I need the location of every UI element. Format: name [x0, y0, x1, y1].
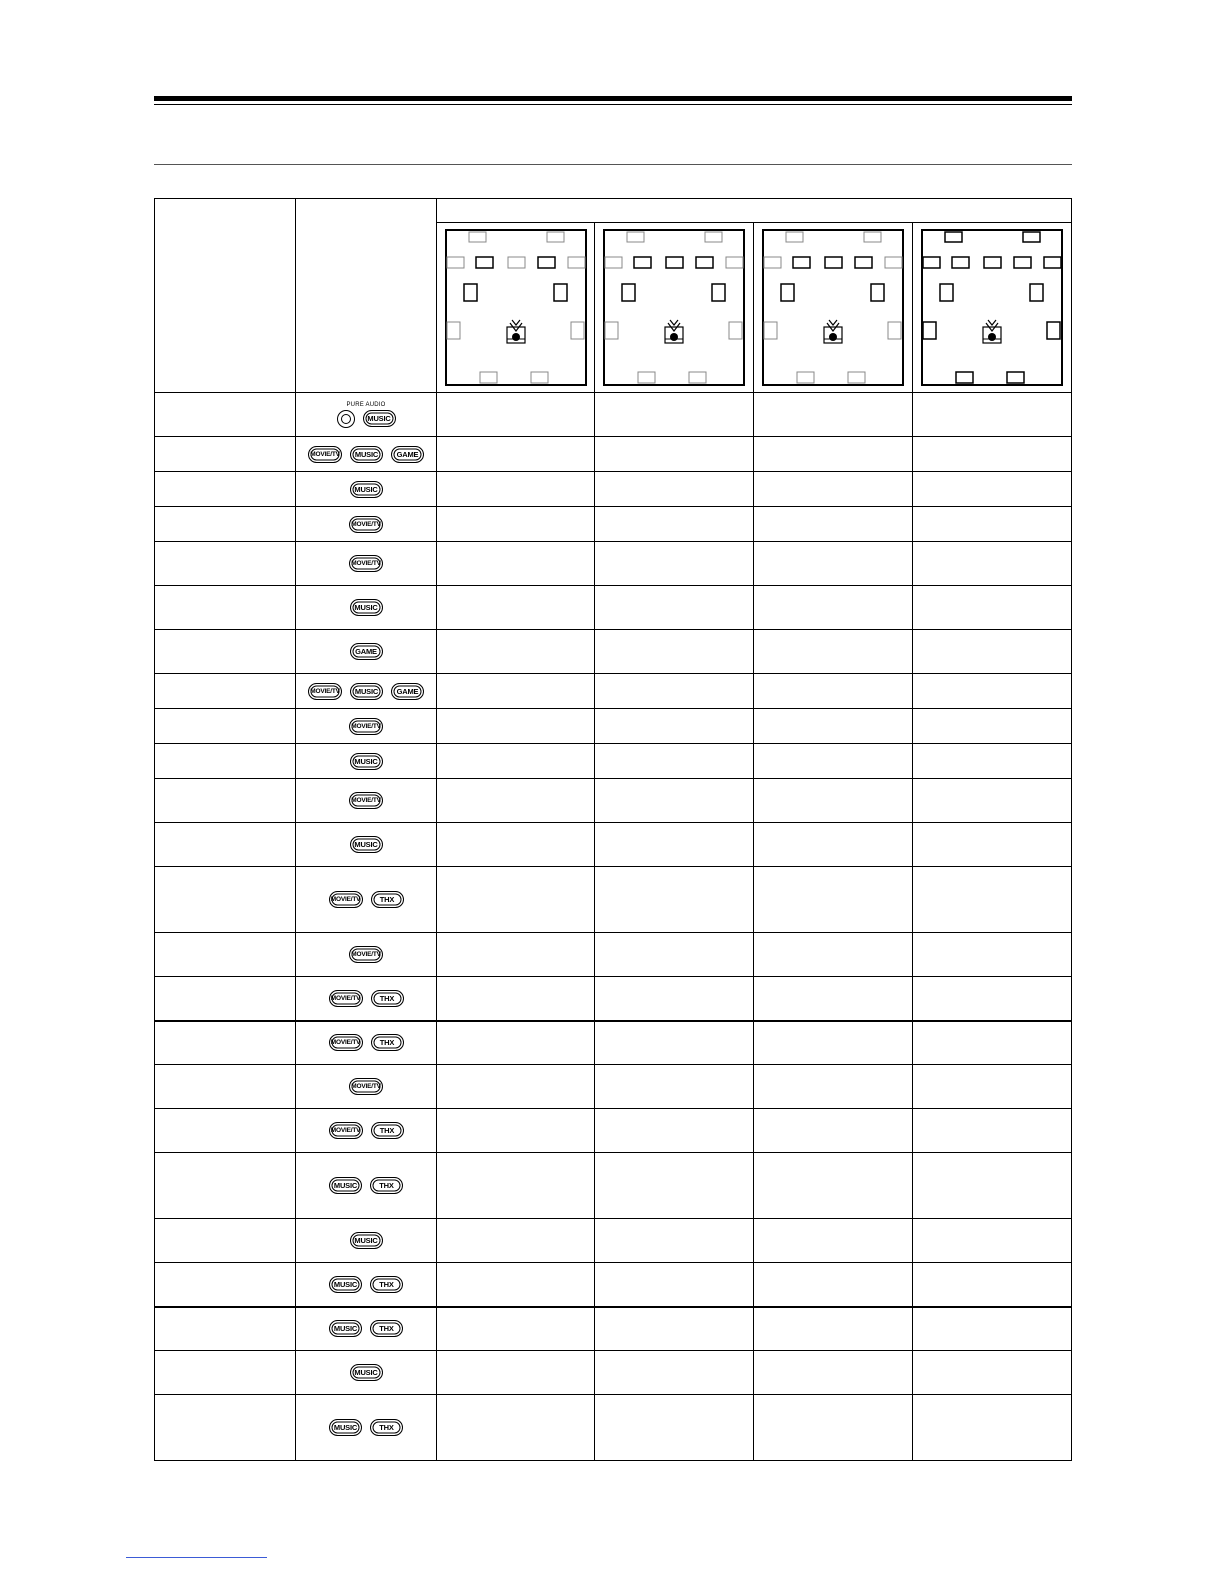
thx-button-icon: THX	[370, 1276, 403, 1293]
layout-availability-cell	[595, 1395, 754, 1461]
layout-availability-cell	[754, 1109, 913, 1153]
layout-availability-cell	[913, 779, 1072, 823]
front-high-speaker-icon	[864, 232, 881, 242]
music-button-icon: MUSIC	[350, 683, 383, 700]
front-high-speaker-icon	[705, 232, 722, 242]
table-row	[155, 744, 1072, 779]
layout-availability-cell	[754, 630, 913, 674]
mode-button-cell	[296, 1263, 437, 1307]
header-rule-thin	[154, 104, 1072, 105]
thx-button-icon: THX	[370, 1177, 403, 1194]
layout-availability-cell	[754, 1351, 913, 1395]
mode-name-cell	[155, 867, 296, 933]
thx-button-icon: THX	[371, 990, 404, 1007]
layout-availability-cell	[913, 1219, 1072, 1263]
layout-availability-cell	[754, 393, 913, 437]
thx-button-icon: THX	[371, 891, 404, 908]
mode-name-cell	[155, 1351, 296, 1395]
front-speaker-icon	[952, 257, 969, 268]
layout-availability-cell	[595, 977, 754, 1021]
front-speaker-icon	[793, 257, 810, 268]
layout-availability-cell	[437, 1395, 595, 1461]
room-diagram	[603, 229, 745, 386]
mode-name-cell	[155, 437, 296, 472]
layout-availability-cell	[595, 1109, 754, 1153]
layout-availability-cell	[754, 1219, 913, 1263]
layout-availability-cell	[437, 1109, 595, 1153]
movie-tv-button-icon: MOVIE/TV	[329, 891, 363, 908]
table-row	[155, 1219, 1072, 1263]
mode-button-cell	[296, 933, 437, 977]
game-button-icon: GAME	[350, 643, 383, 660]
layout-availability-cell	[913, 1351, 1072, 1395]
front-speaker-icon	[568, 257, 585, 268]
layout-availability-cell	[437, 437, 595, 472]
layout-availability-cell	[595, 437, 754, 472]
front-speaker-icon	[538, 257, 555, 268]
room-outline	[446, 230, 586, 385]
layout-availability-cell	[913, 1395, 1072, 1461]
mode-name-cell	[155, 1153, 296, 1219]
mode-name-cell	[155, 977, 296, 1021]
mode-button-cell	[296, 1065, 437, 1109]
mode-button-cell	[296, 586, 437, 630]
mode-button-cell	[296, 1153, 437, 1219]
mode-name-cell	[155, 1219, 296, 1263]
layout-availability-cell	[437, 779, 595, 823]
layout-availability-cell	[913, 1109, 1072, 1153]
music-button-icon: MUSIC	[350, 753, 383, 770]
layout-availability-cell	[437, 1307, 595, 1351]
table-row	[155, 586, 1072, 630]
layout-availability-cell	[913, 437, 1072, 472]
surround-back-speaker-icon	[689, 372, 706, 383]
layout-availability-cell	[437, 1153, 595, 1219]
side-speaker-icon	[729, 322, 742, 339]
front-speaker-icon	[923, 257, 940, 268]
front-speaker-icon	[666, 257, 683, 268]
layout-availability-cell	[913, 709, 1072, 744]
movie-tv-button-icon: MOVIE/TV	[349, 516, 383, 533]
front-speaker-icon	[605, 257, 622, 268]
header-button-cell	[296, 199, 437, 393]
movie-tv-button-icon: MOVIE/TV	[349, 1078, 383, 1095]
mode-name-cell	[155, 823, 296, 867]
movie-tv-button-icon: MOVIE/TV	[349, 555, 383, 572]
mode-name-cell	[155, 779, 296, 823]
mode-name-cell	[155, 1263, 296, 1307]
layout-availability-cell	[913, 586, 1072, 630]
front-speaker-icon	[726, 257, 743, 268]
side-speaker-icon	[764, 322, 777, 339]
room-diagram	[762, 229, 904, 386]
layout-availability-cell	[595, 472, 754, 507]
listening-mode-table	[154, 198, 1072, 1461]
speaker-layout-3	[754, 223, 913, 393]
surround-speaker-icon	[712, 284, 725, 301]
layout-availability-cell	[754, 586, 913, 630]
layout-availability-cell	[754, 437, 913, 472]
game-button-icon: GAME	[391, 446, 424, 463]
movie-tv-button-icon: MOVIE/TV	[349, 792, 383, 809]
layout-availability-cell	[595, 393, 754, 437]
surround-speaker-icon	[940, 284, 953, 301]
layout-availability-cell	[437, 586, 595, 630]
layout-availability-cell	[595, 779, 754, 823]
music-button-icon: MUSIC	[329, 1177, 362, 1194]
layout-availability-cell	[754, 823, 913, 867]
layout-availability-cell	[595, 1263, 754, 1307]
mode-button-cell	[296, 472, 437, 507]
layout-availability-cell	[595, 542, 754, 586]
mode-button-cell	[296, 1219, 437, 1263]
layout-availability-cell	[754, 779, 913, 823]
layout-availability-cell	[595, 867, 754, 933]
thx-button-icon: THX	[371, 1034, 404, 1051]
speaker-layout-1	[437, 223, 595, 393]
layout-availability-cell	[913, 977, 1072, 1021]
movie-tv-button-icon: MOVIE/TV	[349, 718, 383, 735]
mode-name-cell	[155, 1021, 296, 1065]
layout-availability-cell	[913, 393, 1072, 437]
layout-availability-cell	[595, 674, 754, 709]
surround-back-speaker-icon	[848, 372, 865, 383]
table-row	[155, 1065, 1072, 1109]
movie-tv-button-icon: MOVIE/TV	[308, 446, 342, 463]
mode-button-cell	[296, 823, 437, 867]
layout-availability-cell	[437, 823, 595, 867]
mode-button-cell	[296, 1351, 437, 1395]
mode-name-cell	[155, 1307, 296, 1351]
movie-tv-button-icon: MOVIE/TV	[308, 683, 342, 700]
surround-speaker-icon	[464, 284, 477, 301]
mode-name-cell	[155, 472, 296, 507]
movie-tv-button-icon: MOVIE/TV	[329, 990, 363, 1007]
table-row	[155, 1307, 1072, 1351]
mode-name-cell	[155, 507, 296, 542]
front-speaker-icon	[1044, 257, 1061, 268]
layout-availability-cell	[437, 977, 595, 1021]
layout-availability-cell	[437, 393, 595, 437]
layout-availability-cell	[437, 472, 595, 507]
mode-name-cell	[155, 709, 296, 744]
mode-button-cell	[296, 867, 437, 933]
layout-availability-cell	[437, 867, 595, 933]
mode-name-cell	[155, 933, 296, 977]
game-button-icon: GAME	[391, 683, 424, 700]
mode-button-cell	[296, 977, 437, 1021]
music-button-icon: MUSIC	[350, 836, 383, 853]
music-button-icon: MUSIC	[350, 1364, 383, 1381]
header-speaker-layout-cell	[437, 199, 1072, 223]
table-row	[155, 933, 1072, 977]
front-speaker-icon	[825, 257, 842, 268]
layout-availability-cell	[754, 1021, 913, 1065]
mode-button-cell	[296, 1109, 437, 1153]
side-speaker-icon	[447, 322, 460, 339]
layout-availability-cell	[913, 507, 1072, 542]
mode-name-cell	[155, 1395, 296, 1461]
mode-name-cell	[155, 1065, 296, 1109]
front-high-speaker-icon	[1023, 232, 1040, 242]
layout-availability-cell	[437, 1021, 595, 1065]
table-row	[155, 507, 1072, 542]
side-speaker-icon	[605, 322, 618, 339]
table-row	[155, 437, 1072, 472]
layout-availability-cell	[437, 507, 595, 542]
room-diagram	[921, 229, 1063, 386]
table-row	[155, 977, 1072, 1021]
music-button-icon: MUSIC	[350, 446, 383, 463]
mode-name-cell	[155, 542, 296, 586]
layout-availability-cell	[437, 542, 595, 586]
surround-speaker-icon	[1030, 284, 1043, 301]
layout-availability-cell	[913, 1307, 1072, 1351]
music-button-icon: MUSIC	[350, 481, 383, 498]
table-row	[155, 1109, 1072, 1153]
layout-availability-cell	[754, 1065, 913, 1109]
front-speaker-icon	[508, 257, 525, 268]
layout-availability-cell	[437, 674, 595, 709]
front-high-speaker-icon	[945, 232, 962, 242]
layout-availability-cell	[754, 933, 913, 977]
table-row	[155, 542, 1072, 586]
speaker-layout-2	[595, 223, 754, 393]
thx-button-icon: THX	[370, 1419, 403, 1436]
layout-availability-cell	[595, 507, 754, 542]
front-high-speaker-icon	[547, 232, 564, 242]
thx-button-icon: THX	[371, 1122, 404, 1139]
mode-name-cell	[155, 630, 296, 674]
pure-audio-label: PURE AUDIO	[346, 401, 386, 408]
front-high-speaker-icon	[627, 232, 644, 242]
surround-speaker-icon	[554, 284, 567, 301]
table-row	[155, 1153, 1072, 1219]
surround-speaker-icon	[871, 284, 884, 301]
speaker-layout-4	[913, 223, 1072, 393]
surround-back-speaker-icon	[797, 372, 814, 383]
section-rule	[154, 164, 1072, 165]
music-button-icon: MUSIC	[350, 1232, 383, 1249]
front-high-speaker-icon	[786, 232, 803, 242]
layout-availability-cell	[595, 1219, 754, 1263]
room-outline	[604, 230, 744, 385]
layout-availability-cell	[754, 1307, 913, 1351]
layout-availability-cell	[754, 674, 913, 709]
front-speaker-icon	[764, 257, 781, 268]
table-row	[155, 1021, 1072, 1065]
surround-speaker-icon	[781, 284, 794, 301]
front-speaker-icon	[696, 257, 713, 268]
front-speaker-icon	[855, 257, 872, 268]
layout-availability-cell	[595, 933, 754, 977]
layout-availability-cell	[754, 1263, 913, 1307]
mode-button-cell	[296, 709, 437, 744]
music-button-icon: MUSIC	[329, 1419, 362, 1436]
layout-availability-cell	[754, 1153, 913, 1219]
side-speaker-icon	[888, 322, 901, 339]
front-speaker-icon	[447, 257, 464, 268]
mode-name-cell	[155, 744, 296, 779]
surround-back-speaker-icon	[1007, 372, 1024, 383]
layout-availability-cell	[595, 630, 754, 674]
mode-button-cell	[296, 1395, 437, 1461]
music-button-icon: MUSIC	[329, 1320, 362, 1337]
layout-availability-cell	[913, 1065, 1072, 1109]
layout-availability-cell	[595, 709, 754, 744]
mode-name-cell	[155, 393, 296, 437]
layout-availability-cell	[913, 1153, 1072, 1219]
layout-availability-cell	[754, 867, 913, 933]
layout-availability-cell	[437, 709, 595, 744]
room-diagram	[445, 229, 587, 386]
layout-availability-cell	[754, 542, 913, 586]
layout-availability-cell	[595, 1021, 754, 1065]
front-speaker-icon	[634, 257, 651, 268]
side-speaker-icon	[1047, 322, 1060, 339]
layout-availability-cell	[595, 1307, 754, 1351]
layout-availability-cell	[754, 744, 913, 779]
table-row	[155, 709, 1072, 744]
surround-back-speaker-icon	[956, 372, 973, 383]
layout-availability-cell	[595, 744, 754, 779]
mode-button-cell	[296, 1307, 437, 1351]
layout-availability-cell	[437, 1351, 595, 1395]
table-row	[155, 779, 1072, 823]
layout-availability-cell	[754, 1395, 913, 1461]
front-speaker-icon	[984, 257, 1001, 268]
mode-button-cell	[296, 393, 437, 437]
side-speaker-icon	[923, 322, 936, 339]
surround-back-speaker-icon	[638, 372, 655, 383]
layout-availability-cell	[437, 1263, 595, 1307]
footer-link-underline	[126, 1557, 267, 1558]
mode-button-cell	[296, 630, 437, 674]
layout-availability-cell	[754, 977, 913, 1021]
table-row	[155, 630, 1072, 674]
table-row	[155, 1351, 1072, 1395]
header-mode-cell	[155, 199, 296, 393]
mode-button-cell	[296, 542, 437, 586]
table-row	[155, 1263, 1072, 1307]
mode-button-cell	[296, 437, 437, 472]
mode-button-cell	[296, 1021, 437, 1065]
table-row	[155, 472, 1072, 507]
music-button-icon: MUSIC	[363, 410, 396, 427]
layout-availability-cell	[595, 1153, 754, 1219]
layout-availability-cell	[437, 1219, 595, 1263]
front-high-speaker-icon	[469, 232, 486, 242]
mode-button-cell	[296, 674, 437, 709]
movie-tv-button-icon: MOVIE/TV	[329, 1034, 363, 1051]
room-outline	[922, 230, 1062, 385]
layout-availability-cell	[913, 674, 1072, 709]
layout-availability-cell	[595, 1065, 754, 1109]
mode-name-cell	[155, 674, 296, 709]
layout-availability-cell	[754, 709, 913, 744]
layout-availability-cell	[595, 1351, 754, 1395]
front-speaker-icon	[476, 257, 493, 268]
layout-availability-cell	[595, 823, 754, 867]
surround-back-speaker-icon	[531, 372, 548, 383]
pure-audio-button-icon	[337, 410, 355, 428]
layout-availability-cell	[913, 823, 1072, 867]
mode-name-cell	[155, 586, 296, 630]
layout-availability-cell	[437, 744, 595, 779]
surround-speaker-icon	[622, 284, 635, 301]
layout-availability-cell	[913, 472, 1072, 507]
layout-availability-cell	[913, 744, 1072, 779]
room-outline	[763, 230, 903, 385]
mode-button-cell	[296, 744, 437, 779]
header-rule-thick	[154, 96, 1072, 101]
layout-availability-cell	[913, 542, 1072, 586]
mode-name-cell	[155, 1109, 296, 1153]
table-row	[155, 674, 1072, 709]
mode-button-cell	[296, 779, 437, 823]
layout-availability-cell	[913, 1263, 1072, 1307]
mode-button-cell	[296, 507, 437, 542]
table-row	[155, 393, 1072, 437]
table-row	[155, 1395, 1072, 1461]
layout-availability-cell	[437, 1065, 595, 1109]
layout-availability-cell	[595, 586, 754, 630]
layout-availability-cell	[913, 867, 1072, 933]
side-speaker-icon	[571, 322, 584, 339]
layout-availability-cell	[754, 472, 913, 507]
layout-availability-cell	[913, 630, 1072, 674]
front-speaker-icon	[885, 257, 902, 268]
music-button-icon: MUSIC	[329, 1276, 362, 1293]
front-speaker-icon	[1014, 257, 1031, 268]
layout-availability-cell	[754, 507, 913, 542]
table-row	[155, 867, 1072, 933]
table-row	[155, 823, 1072, 867]
thx-button-icon: THX	[370, 1320, 403, 1337]
layout-availability-cell	[437, 630, 595, 674]
movie-tv-button-icon: MOVIE/TV	[329, 1122, 363, 1139]
movie-tv-button-icon: MOVIE/TV	[349, 946, 383, 963]
layout-availability-cell	[913, 1021, 1072, 1065]
layout-availability-cell	[437, 933, 595, 977]
layout-availability-cell	[913, 933, 1072, 977]
music-button-icon: MUSIC	[350, 599, 383, 616]
surround-back-speaker-icon	[480, 372, 497, 383]
